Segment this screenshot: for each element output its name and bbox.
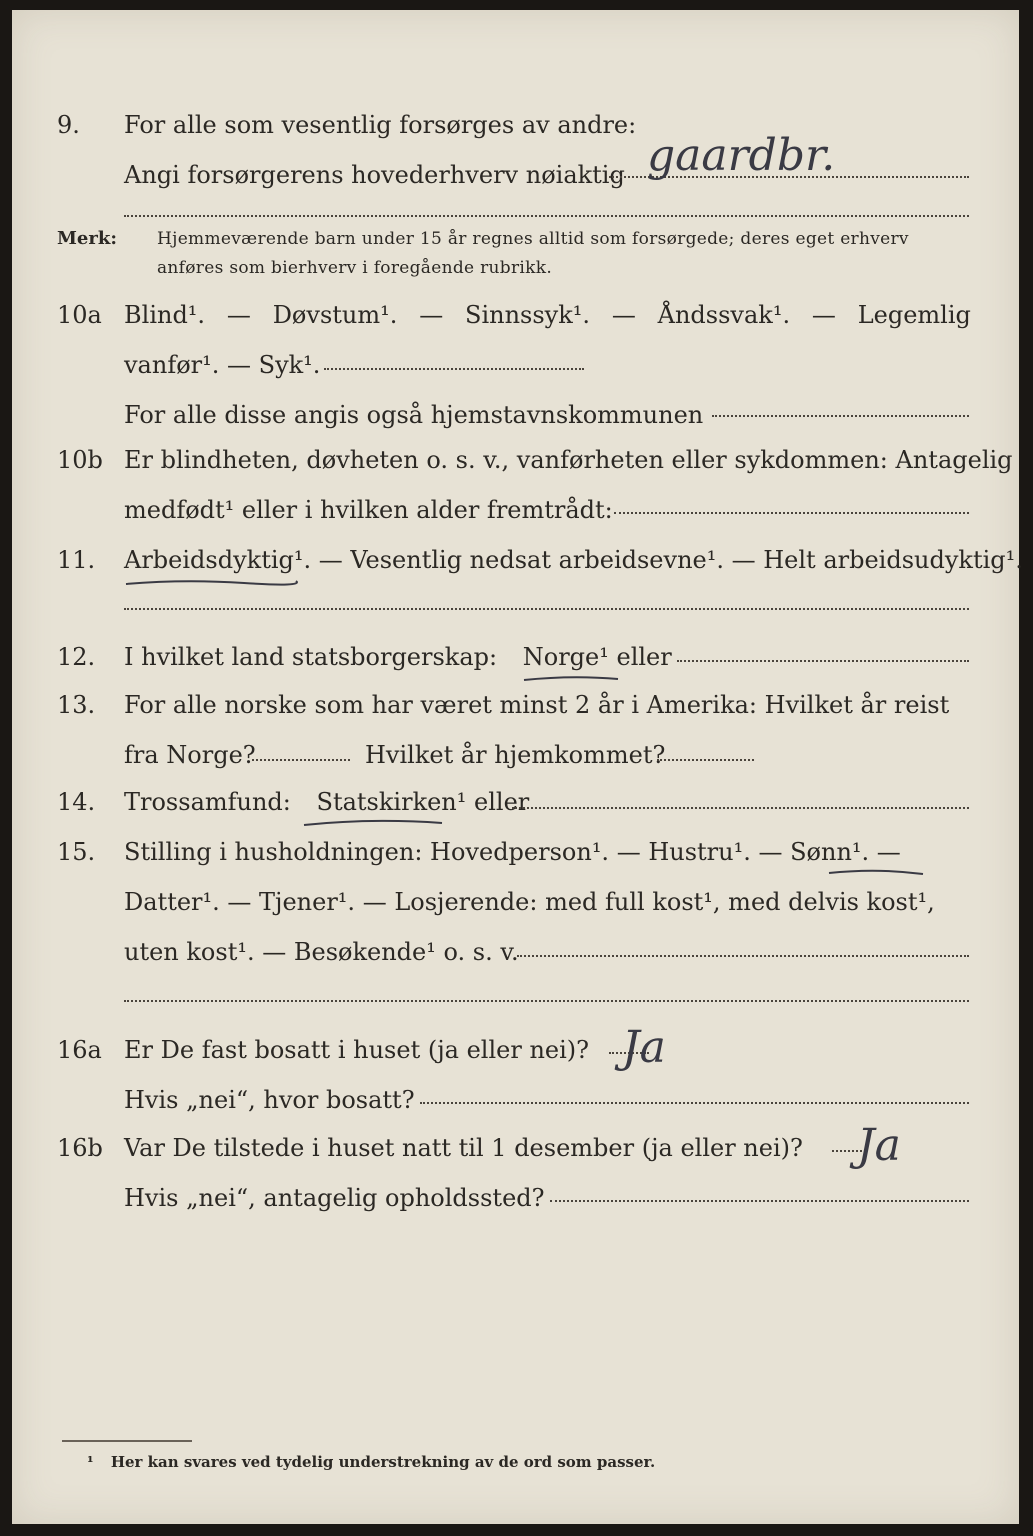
q13-row-1: [12, 685, 1019, 725]
q11-row: [12, 540, 1023, 580]
q12-number: 12.: [57, 643, 96, 671]
q16b-line-2: Hvis „nei“, antagelig opholdssted?: [124, 1184, 545, 1212]
q9-question-2: Angi forsørgerens hovederhverv nøiaktig: [124, 161, 625, 189]
q13-hjemkommet: Hvilket år hjemkommet?: [365, 741, 666, 769]
option-blind[interactable]: Blind¹.: [124, 301, 206, 329]
q14-answer-line[interactable]: [512, 807, 969, 809]
q12-suffix: eller: [616, 643, 672, 671]
q12-row: [12, 637, 1019, 677]
merk-note-1: Hjemmeværende barn under 15 år regnes alltid som forsørgede; deres eget erhverv: [157, 229, 909, 249]
footnote-rule: [62, 1440, 192, 1442]
q15-handwritten-underline: [827, 866, 927, 880]
census-form-page: [12, 10, 1023, 1524]
q15-row-3: [12, 932, 1019, 972]
q13-reist-line[interactable]: [252, 759, 350, 761]
q12-option-norge[interactable]: Norge¹: [522, 643, 609, 671]
q15-answer-line[interactable]: [517, 955, 969, 957]
q15-line-3: uten kost¹. — Besøkende¹ o. s. v.: [124, 938, 519, 966]
q15-line-2: Datter¹. — Tjener¹. — Losjerende: med full kost¹, med delvis kost¹,: [124, 888, 935, 916]
q10a-row-2: [12, 345, 1019, 385]
q16a-number: 16a: [57, 1036, 102, 1064]
q12-handwritten-underline: [522, 672, 622, 686]
q10b-number: 10b: [57, 446, 103, 474]
q10a-number: 10a: [57, 301, 102, 329]
q16b-row-2: [12, 1178, 1019, 1218]
q11-handwritten-underline: [124, 575, 299, 591]
q10a-options: [124, 295, 971, 335]
q9-answer-line-2[interactable]: [124, 215, 969, 217]
q12-answer-line[interactable]: [677, 660, 969, 662]
q16a-line-2: Hvis „nei“, hvor bosatt?: [124, 1086, 415, 1114]
q10a-row-1: [12, 295, 1019, 335]
q15-line-1: Stilling i husholdningen: Hovedperson¹. — Hustru¹. — Sønn¹. —: [124, 838, 901, 866]
q10a-line-2: vanfør¹. — Syk¹.: [124, 351, 321, 379]
q14-option-statskirken[interactable]: Statskirken¹: [316, 788, 467, 816]
q15-number: 15.: [57, 838, 96, 866]
q11-options: Arbeidsdyktig¹. — Vesentlig nedsat arbeidsevne¹. — Helt arbeidsudyktig¹.: [124, 546, 1023, 574]
q16b-number: 16b: [57, 1134, 103, 1162]
q9-question: For alle som vesentlig forsørges av andre:: [124, 111, 637, 139]
q16a-row-2: [12, 1080, 1019, 1120]
q15-answer-line-2[interactable]: [124, 1000, 969, 1002]
merk-note-2: anføres som bierhverv i foregående rubrikk.: [157, 258, 553, 278]
q13-reist: fra Norge?: [124, 741, 256, 769]
q14-label: Trossamfund:: [124, 788, 291, 816]
q10b-row-1: [12, 440, 1019, 480]
q16b-line-1: Var De tilstede i huset natt til 1 desember (ja eller nei)?: [124, 1134, 803, 1162]
q15-row-2: [12, 882, 1019, 922]
q11-answer-line[interactable]: [124, 608, 969, 610]
dash: —: [811, 301, 836, 329]
q13-line-1: For alle norske som har været minst 2 år i Amerika: Hvilket år reist: [124, 691, 950, 719]
q12-question: [124, 637, 672, 677]
q9-row-1: [12, 105, 1019, 145]
q12-label: I hvilket land statsborgerskap:: [124, 643, 498, 671]
dash: —: [611, 301, 636, 329]
footnote-mark: ¹: [87, 1453, 94, 1471]
q14-suffix: eller: [474, 788, 530, 816]
q13-hjemkommet-line[interactable]: [657, 759, 754, 761]
footnote-text: Her kan svares ved tydelig understrekning av de ord som passer.: [110, 1453, 656, 1471]
q10b-row-2: [12, 490, 1019, 530]
q10b-line-2: medfødt¹ eller i hvilken alder fremtrådt:: [124, 496, 613, 524]
footnote: [87, 1453, 655, 1471]
dash: —: [226, 301, 251, 329]
q10b-line-1: Er blindheten, døvheten o. s. v., vanførheten eller sykdommen: Antagelig: [124, 446, 1013, 474]
dash: —: [419, 301, 444, 329]
q14-handwritten-underline: [302, 816, 447, 830]
q16a-bosatt-line[interactable]: [420, 1102, 969, 1104]
q16a-line-1: Er De fast bosatt i huset (ja eller nei)?: [124, 1036, 590, 1064]
q9-handwritten-answer: gaardbr.: [647, 130, 836, 181]
q14-row: [12, 782, 1019, 822]
option-legemlig[interactable]: Legemlig: [857, 301, 971, 329]
q16a-row-1: [12, 1030, 1019, 1070]
option-andssvak[interactable]: Åndssvak¹.: [657, 301, 791, 329]
option-sinnssyk[interactable]: Sinnssyk¹.: [465, 301, 591, 329]
q16b-handwritten-answer: Ja: [857, 1120, 901, 1171]
q9-row-2: [12, 155, 1019, 195]
merk-label: Merk:: [57, 228, 117, 249]
q10a-line-3: For alle disse angis også hjemstavnskommunen: [124, 401, 704, 429]
q16a-handwritten-answer: Ja: [622, 1022, 666, 1073]
q10b-answer-line[interactable]: [614, 512, 969, 514]
q14-number: 14.: [57, 788, 96, 816]
q16b-opholdssted-line[interactable]: [550, 1200, 969, 1202]
q9-number: 9.: [57, 111, 80, 139]
option-dovstum[interactable]: Døvstum¹.: [272, 301, 398, 329]
q10a-answer-line[interactable]: [324, 368, 584, 370]
q11-number: 11.: [57, 546, 96, 574]
q10a-kommune-line[interactable]: [712, 415, 969, 417]
q13-number: 13.: [57, 691, 96, 719]
q13-row-2: [12, 735, 1019, 775]
